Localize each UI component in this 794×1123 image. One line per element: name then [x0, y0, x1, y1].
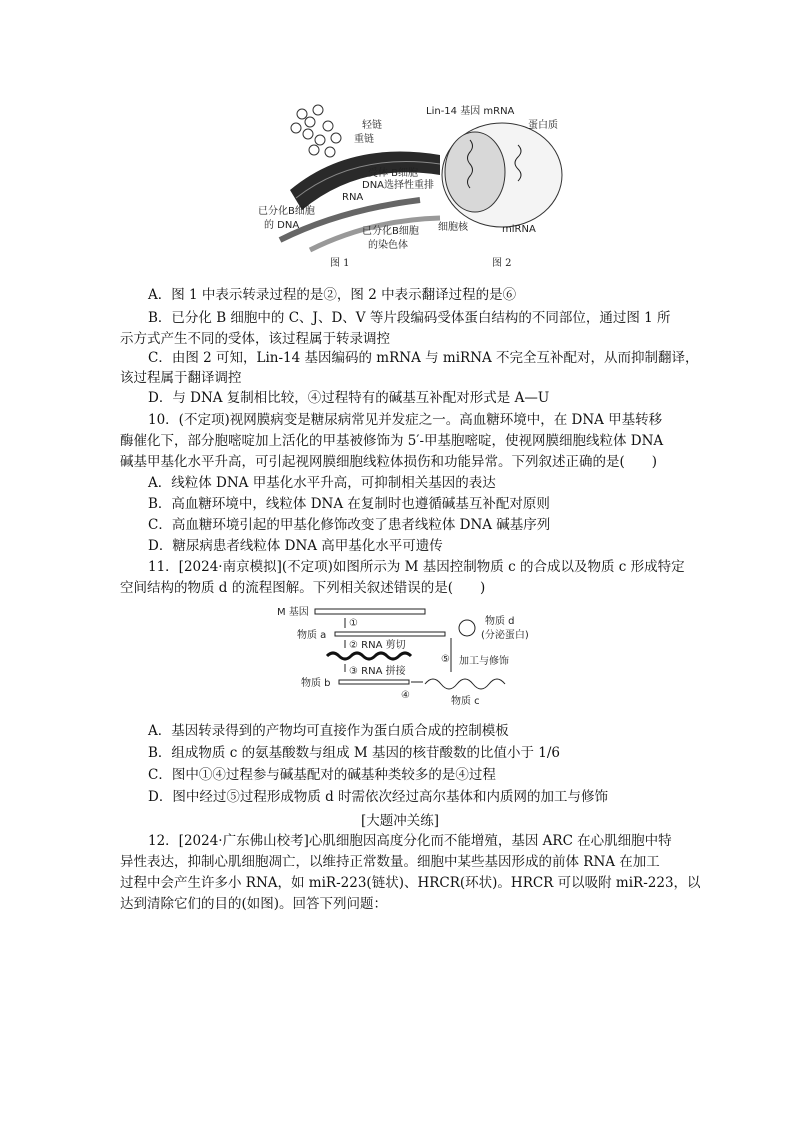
- substance-a-label: 物质 a: [297, 630, 327, 641]
- q12-stem-line4: 达到清除它们的目的(如图)。回答下列问题：: [120, 896, 388, 912]
- q10-option-b: B．高血糖环境中，线粒体 DNA 在复制时也遵循碱基互补配对原则: [148, 496, 550, 512]
- protein-label: 蛋白质: [528, 120, 558, 131]
- figure-2-caption: 图 2: [492, 258, 512, 269]
- step1-label: ①: [349, 618, 358, 629]
- q10-option-a: A．线粒体 DNA 甲基化水平升高，可抑制相关基因的表达: [148, 475, 496, 491]
- dna-label: 已分化B细胞: [258, 206, 315, 217]
- q10-option-c: C．高血糖环境引起的甲基化修饰改变了患者线粒体 DNA 碱基序列: [148, 517, 551, 533]
- q12-stem-line3: 过程中会产生许多小 RNA，如 miR-223(链状)、HRCR(环状)。HRCR 可以吸附 miR-223，以: [120, 875, 701, 891]
- step5-label: ⑤: [441, 654, 450, 665]
- rna-label: RNA: [342, 192, 364, 203]
- q10-stem-line1: 10．(不定项)视网膜病变是糖尿病常见并发症之一。高血糖环境中，在 DNA 甲基转移: [148, 412, 663, 428]
- substance-d-icon: [459, 620, 475, 636]
- q11-option-a: A．基因转录得到的产物均可直接作为蛋白质合成的控制模板: [148, 723, 509, 739]
- q12-stem-line2: 异性表达，抑制心肌细胞凋亡，以维持正常数量。细胞中某些基因形成的前体 RNA 在加工: [120, 854, 660, 870]
- q11-option-b: B．组成物质 c 的氨基酸数与组成 M 基因的核苷酸数的比值小于 1/6: [148, 745, 560, 761]
- q9-option-b-line1: B．已分化 B 细胞中的 C、J、D、V 等片段编码受体蛋白结构的不同部位，通过图 1 所: [148, 310, 671, 326]
- substance-d-label: 物质 d: [485, 616, 515, 627]
- figure-3: [275, 602, 535, 712]
- spliced-rna: [327, 653, 411, 659]
- receptor-label: 受体 B细胞: [368, 168, 419, 179]
- substance-b-label: 物质 b: [301, 678, 331, 689]
- q12-stem-line1: 12．[2024·广东佛山校考]心肌细胞因高度分化而不能增殖，基因 ARC 在心肌细胞中特: [148, 833, 672, 849]
- chromosome-label-2: 的染色体: [368, 240, 408, 251]
- figure-1-caption: 图 1: [330, 258, 350, 269]
- m-gene-label: M 基因: [277, 607, 309, 618]
- m-gene-bar: [315, 609, 425, 614]
- q10-option-d: D．糖尿病患者线粒体 DNA 高甲基化水平可遗传: [148, 538, 443, 554]
- process-label: 加工与修饰: [459, 656, 509, 667]
- nucleus-outline: [445, 132, 505, 212]
- q11-option-d: D．图中经过⑤过程形成物质 d 时需依次经过高尔基体和内质网的加工与修饰: [148, 789, 609, 805]
- receptor-icon: [291, 105, 341, 157]
- step4-label: ④: [401, 690, 410, 701]
- substance-c-label: 物质 c: [451, 696, 480, 707]
- q9-option-d: D．与 DNA 复制相比较，④过程特有的碱基互补配对形式是 A—U: [148, 390, 550, 406]
- q11-stem-line2: 空间结构的物质 d 的流程图解。下列相关叙述错误的是( ): [120, 580, 486, 596]
- q9-option-c-line1: C．由图 2 可知，Lin-14 基因编码的 mRNA 与 miRNA 不完全互补配对，从而抑制翻译，: [148, 350, 699, 366]
- step2-label: ② RNA 剪切: [349, 640, 406, 651]
- mirna-label: miRNA: [502, 224, 536, 235]
- section-heading: [大题冲关练]: [360, 813, 440, 829]
- q9-option-a: A．图 1 中表示转录过程的是②，图 2 中表示翻译过程的是⑥: [148, 287, 517, 303]
- q9-option-b-line2: 示方式产生不同的受体，该过程属于转录调控: [120, 331, 390, 347]
- figure-2: [420, 100, 570, 275]
- q9-option-c-line2: 该过程属于翻译调控: [120, 370, 242, 386]
- heavy-chain-label: 重链: [354, 134, 374, 145]
- q11-stem-line1: 11．[2024·南京模拟](不定项)如图所示为 M 基因控制物质 c 的合成以及物质 c 形成特定: [148, 559, 685, 575]
- nucleus-label: 细胞核: [438, 222, 468, 233]
- substance-b-bar: [339, 680, 409, 684]
- substance-c-chain: [425, 679, 505, 689]
- q10-stem-line2: 酶催化下，部分胞嘧啶加上活化的甲基被修饰为 5′-甲基胞嘧啶，使视网膜细胞线粒体 DNA: [120, 433, 664, 449]
- dna-rearrange-label: DNA选择性重排: [362, 180, 435, 191]
- q10-stem-line3: 碱基甲基化水平升高，可引起视网膜细胞线粒体损伤和功能异常。下列叙述正确的是( ): [120, 454, 658, 470]
- q11-option-c: C．图中①④过程参与碱基配对的碱基种类较多的是④过程: [148, 767, 496, 783]
- chromosome-label: 已分化B细胞: [362, 226, 419, 237]
- substance-a-bar: [335, 632, 445, 636]
- dna-label-2: 的 DNA: [264, 220, 300, 231]
- substance-d-label-2: (分泌蛋白): [481, 630, 529, 641]
- light-chain-label: 轻链: [362, 120, 382, 131]
- step3-label: ③ RNA 拼接: [349, 666, 406, 677]
- lin14-label: Lin-14 基因 mRNA: [426, 106, 515, 117]
